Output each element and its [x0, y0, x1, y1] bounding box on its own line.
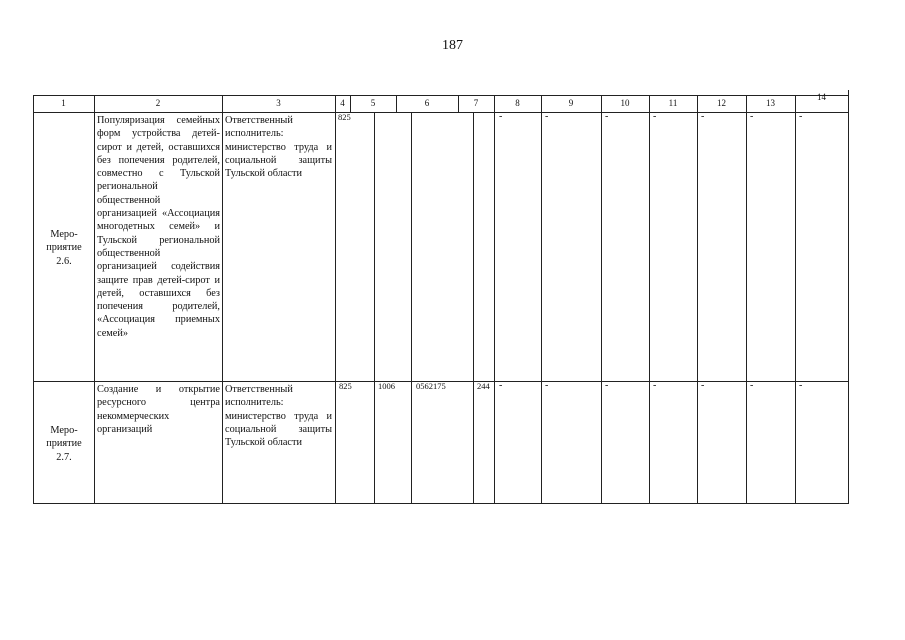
value-col10-2-7: - — [605, 380, 609, 391]
header-col-14: 14 — [817, 92, 826, 102]
value-col9-2-7: - — [545, 380, 549, 391]
header-col-12: 12 — [717, 98, 726, 108]
header-col-9: 9 — [568, 98, 574, 108]
code-col6-2-7: 0562175 — [416, 381, 446, 391]
value-col13-2-6: - — [750, 111, 754, 122]
value-col12-2-7: - — [701, 380, 705, 391]
code-col7-2-7: 244 — [477, 381, 490, 391]
col-line — [795, 95, 796, 504]
activity-name-2-6: Популяризация семейных форм устройства детей-сирот и детей, оставшихся без попечения родителей, совместно с Тульской региональной общественной организацией «Ассоциация многодетных семей» и Тульской региональной общественной организацией содействия защите прав детей-сирот и детей, оставшихся без попечения родителей, «Ассоциация приемных семей» — [97, 115, 220, 339]
header-col-10: 10 — [620, 98, 630, 108]
table-top-border — [33, 95, 849, 96]
header-col-4: 4 — [340, 98, 345, 108]
col-line — [335, 95, 336, 504]
value-col14-2-7: - — [799, 380, 803, 391]
executor-2-6: Ответственный исполнитель: министерство труда и социальной защиты Тульской области — [225, 115, 332, 180]
header-col-1: 1 — [61, 98, 66, 108]
col-line — [33, 95, 34, 504]
value-col13-2-7: - — [750, 380, 754, 391]
code-col4-2-7: 825 — [339, 381, 352, 391]
col-line — [541, 95, 542, 504]
value-col8-2-7: - — [499, 380, 503, 391]
col-line — [473, 112, 474, 504]
header-col-13: 13 — [766, 98, 775, 108]
page-number: 187 — [442, 38, 463, 53]
executor-2-7: Ответственный исполнитель: министерство труда и социальной защиты Тульской области — [225, 384, 332, 449]
col-line — [494, 95, 495, 504]
row-label-2-6: Меро- приятие 2.6. — [46, 229, 82, 267]
value-col12-2-6: - — [701, 111, 705, 122]
code-col4-2-6: 825 — [338, 112, 351, 122]
code-col5-2-7: 1006 — [378, 381, 395, 391]
value-col10-2-6: - — [605, 111, 609, 122]
header-col-5: 5 — [370, 98, 376, 108]
col-line — [649, 95, 650, 504]
header-col-7: 7 — [473, 98, 479, 108]
col-line — [848, 90, 849, 504]
header-col-3: 3 — [276, 98, 281, 108]
row-label-2-7: Меро- приятие 2.7. — [46, 425, 82, 463]
col-line — [94, 95, 95, 504]
col-line — [411, 112, 412, 504]
header-col-2: 2 — [155, 98, 161, 108]
col-line — [222, 95, 223, 504]
col-line — [697, 95, 698, 504]
value-col9-2-6: - — [545, 111, 549, 122]
col-line — [374, 112, 375, 504]
table-bottom-border — [33, 503, 849, 504]
value-col14-2-6: - — [799, 111, 803, 122]
value-col11-2-7: - — [653, 380, 657, 391]
value-col8-2-6: - — [499, 111, 503, 122]
header-bottom-border — [33, 112, 849, 113]
header-col-11: 11 — [668, 98, 678, 108]
activity-name-2-7: Создание и открытие ресурсного центра некоммерческих организаций — [97, 384, 220, 435]
budget-table — [33, 90, 849, 504]
value-col11-2-6: - — [653, 111, 657, 122]
header-col-6: 6 — [424, 98, 430, 108]
col-line — [746, 95, 747, 504]
col-line — [601, 95, 602, 504]
header-col-8: 8 — [515, 98, 520, 108]
